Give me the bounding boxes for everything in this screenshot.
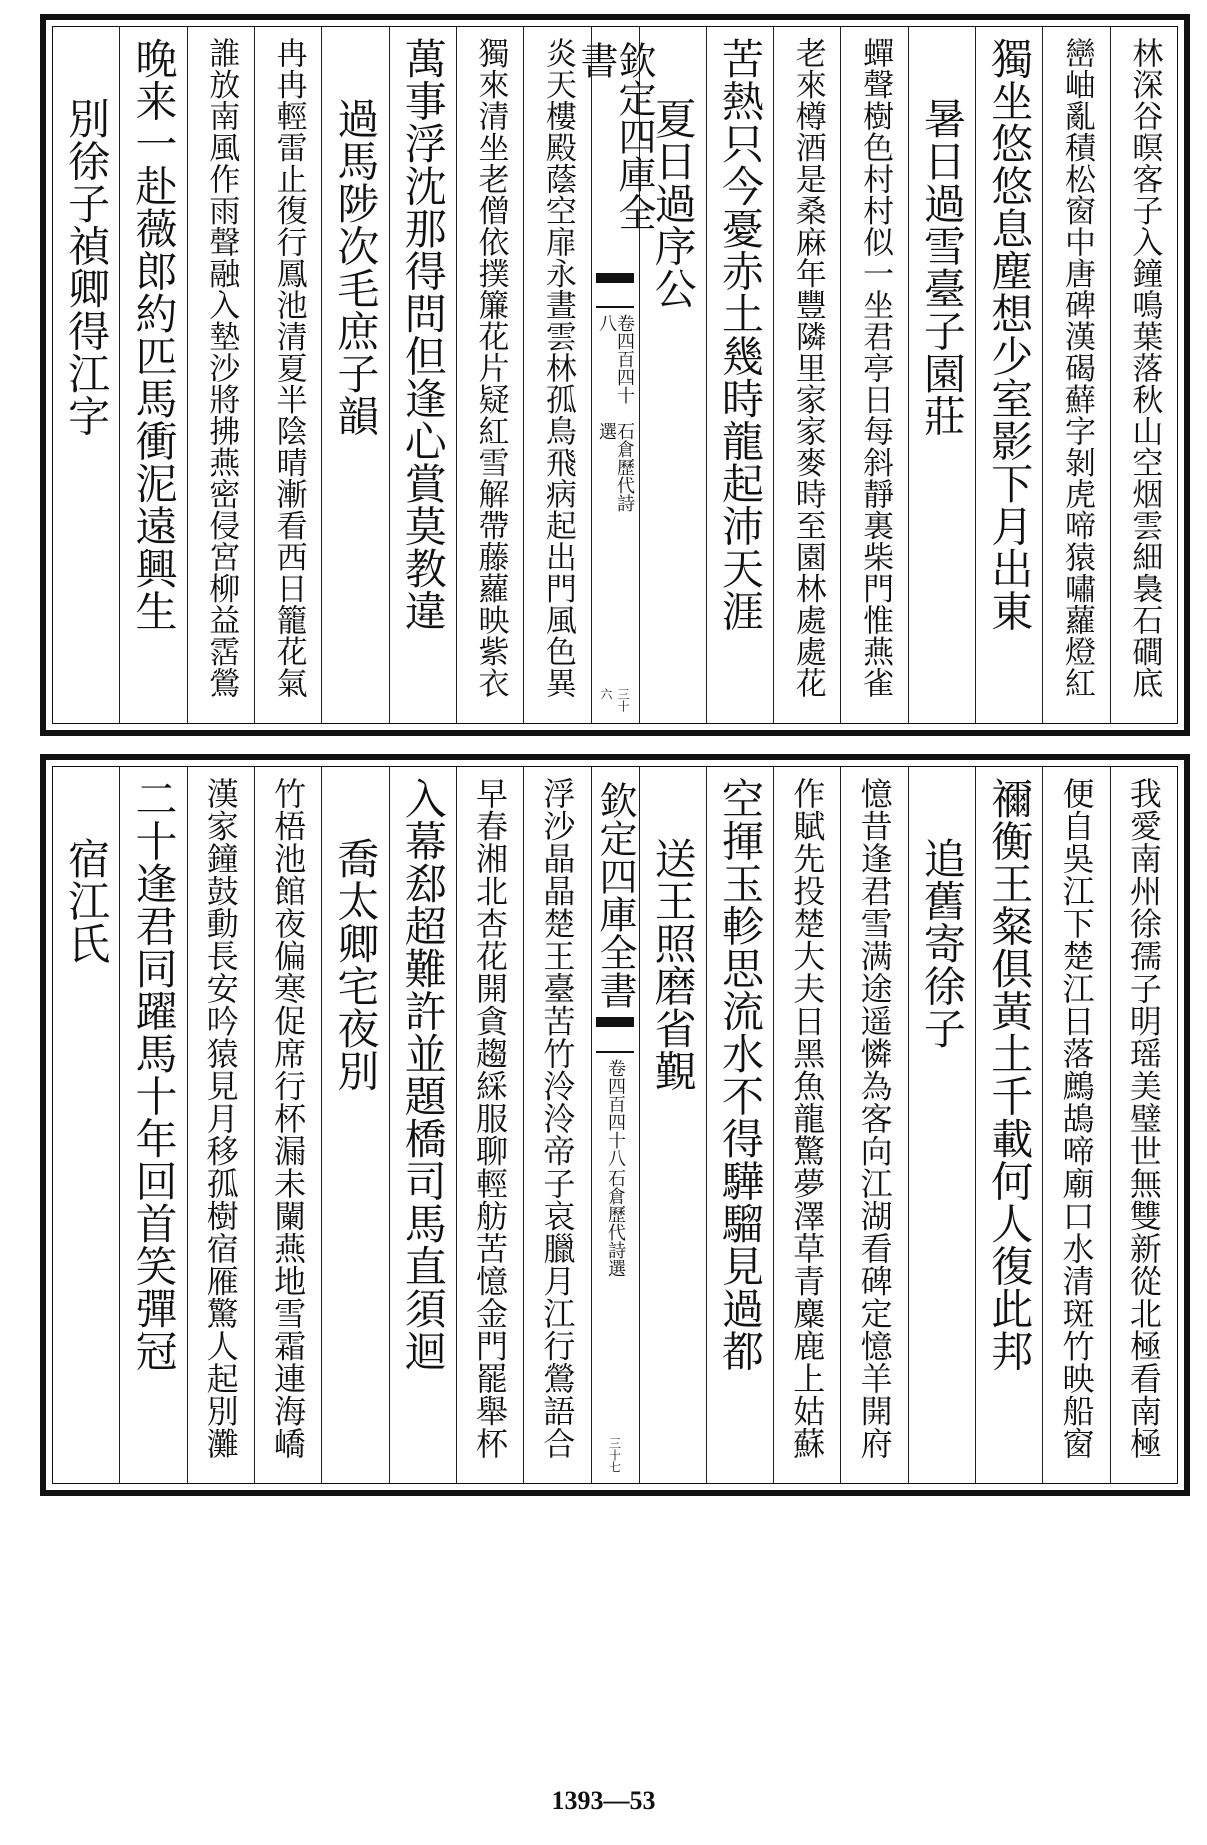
poem-line: 便自吳江下楚江日落鷓鴣啼廟口水清斑竹映船窗 (1057, 777, 1096, 1460)
volume-info-line: 石倉歷代詩選 (596, 421, 635, 512)
poem-line: 入幕郄超難許並題橋司馬直須迴 (398, 777, 448, 1372)
poem-line: 獨來清坐老僧依撲簾花片疑紅雪解帶藤蘿映紫衣 (472, 37, 509, 699)
poem-line: 萬事浮沈那得問但逢心賞莫教違 (398, 37, 448, 632)
poem-line: 作賦先投楚大夫日黑魚龍驚夢澤草青麋鹿上姑蘇 (788, 777, 827, 1460)
text-column (456, 767, 523, 1483)
poem-line: 我愛南州徐孺子明瑶美璧世無雙新從北極看南極 (1124, 777, 1163, 1460)
text-column (975, 27, 1042, 723)
top-page-columns (52, 26, 1178, 724)
poem-line: 早春湘北杏花開貪趨綵服聊輕舫苦憶金門罷舉杯 (471, 777, 510, 1460)
poem-line: 老來樽酒是桑麻年豐隣里家家麥時至園林處處花 (789, 37, 826, 699)
poem-title-column (53, 27, 119, 723)
text-column (975, 767, 1042, 1483)
poem-title: 追舊寄徐子 (917, 837, 967, 1050)
poem-title-column (321, 27, 388, 723)
volume-info (606, 1059, 624, 1277)
book-title: 欽定四庫全書 (593, 781, 637, 1009)
poem-line: 獨坐悠悠息塵想少室影下月出東 (985, 37, 1035, 632)
text-column (187, 27, 254, 723)
page-number: 1393—53 (551, 1786, 656, 1815)
folio-number: 三十七 (607, 1437, 622, 1473)
volume-info (597, 314, 633, 528)
center-fold (574, 27, 656, 723)
text-column (706, 27, 773, 723)
poem-title: 夏日過序公 (648, 97, 698, 310)
poem-title-column (53, 767, 119, 1483)
poem-line: 空揮玉軫思流水不得驊騮見過都 (715, 777, 765, 1372)
bottom-page (40, 754, 1190, 1496)
poem-title-column (908, 767, 975, 1483)
poem-title: 宿江氏 (62, 837, 112, 965)
text-column (1042, 27, 1109, 723)
text-column (840, 767, 907, 1483)
poem-line: 竹梧池館夜偏寒促席行杯漏未闌燕地雪霜連海嶠 (269, 777, 308, 1460)
poem-title: 暑日過雪臺子園莊 (917, 97, 967, 437)
poem-line: 誰放南風作雨聲融入墊沙將拂燕密侵宮柳益霑鶯 (203, 37, 240, 699)
text-column (523, 767, 590, 1483)
text-column (1042, 767, 1109, 1483)
text-column (119, 767, 186, 1483)
poem-title-column (908, 27, 975, 723)
text-column (254, 27, 321, 723)
text-column (773, 27, 840, 723)
poem-title: 送王照磨省覲 (648, 837, 698, 1092)
bottom-page-columns (52, 766, 1178, 1484)
volume-info-line: 卷四百四十八 (596, 314, 635, 405)
text-column (389, 767, 456, 1483)
fish-tail-mark-icon (596, 1017, 634, 1053)
poem-title-column (321, 767, 388, 1483)
text-column (119, 27, 186, 723)
top-page (40, 14, 1190, 736)
poem-line: 冉冉輕雷止復行鳳池清夏半陰晴漸看西日籠花氣 (270, 37, 307, 699)
text-column (254, 767, 321, 1483)
text-column (773, 767, 840, 1483)
folio-number: 三十六 (599, 687, 630, 712)
poem-line: 浮沙晶晶楚王臺苦竹泠泠帝子哀臘月江行鶯語合 (538, 777, 577, 1460)
poem-line: 蟬聲樹色村村似一坐君亭日每斜靜裏柴門惟燕雀 (857, 37, 894, 699)
poem-line: 苦熱只今憂赤土幾時龍起沛天涯 (715, 37, 765, 632)
poem-title: 喬太卿宅夜別 (331, 837, 381, 1092)
text-column (456, 27, 523, 723)
volume-info-line: 石倉歷代詩選 (605, 1169, 626, 1277)
poem-line: 憶昔逢君雪满途遥憐為客向江湖看碑定憶羊開府 (855, 777, 894, 1460)
poem-line: 晚来一赴薇郎約匹馬衝泥遠興生 (129, 37, 179, 632)
poem-line: 巒岫亂積松窗中唐碑漢碣蘚字剝虎啼猿嘯蘿燈紅 (1059, 37, 1096, 699)
text-column (187, 767, 254, 1483)
text-column (389, 27, 456, 723)
center-fold (591, 767, 639, 1483)
poem-line: 二十逢君同躍馬十年回首笑彈冠 (129, 777, 179, 1372)
poem-title: 過馬陟次毛庶子韻 (331, 97, 381, 437)
text-column (706, 767, 773, 1483)
poem-line: 漢家鐘鼓動長安吟猿見月移孤樹宿雁驚人起別灘 (201, 777, 240, 1460)
poem-line: 禰衡王粲俱黃土千載何人復此邦 (985, 777, 1035, 1372)
volume-info-line: 卷四百四十八 (605, 1059, 626, 1167)
text-column (1110, 767, 1177, 1483)
text-column (1110, 27, 1177, 723)
poem-line: 林深谷暝客子入鐘鳴葉落秋山空烟雲細裊石磵底 (1126, 37, 1163, 699)
fish-tail-mark-icon (596, 273, 634, 309)
poem-title: 別徐子禎卿得江字 (62, 97, 112, 437)
book-title: 欽定四庫全書 (574, 41, 656, 231)
poem-title-column (639, 767, 706, 1483)
text-column (840, 27, 907, 723)
poem-line: 炎天樓殿蔭空扉永晝雲林孤鳥飛病起出門風色異 (539, 37, 576, 699)
